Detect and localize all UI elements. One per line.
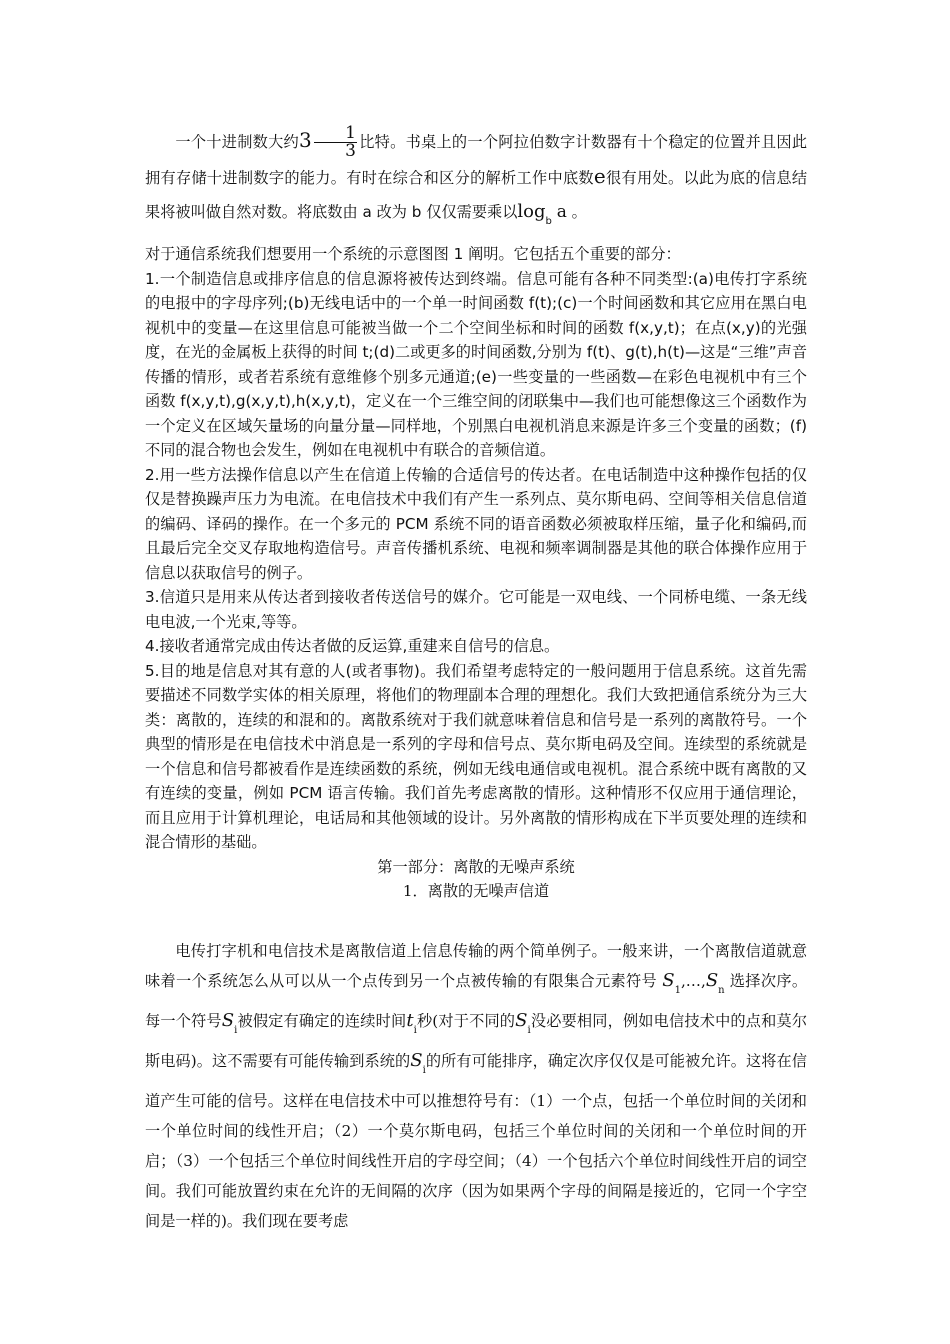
paragraph-bits bbox=[145, 124, 807, 238]
list-item-3: 3.信道只是用来从传达者到接收者传送信号的媒介。它可能是一双电线、一个同桥电缆、一条无线电电波,一个光束,等等。 bbox=[145, 588, 807, 631]
symbol-si-3-subscript: i bbox=[422, 1065, 426, 1076]
para1-text-d: 。 bbox=[571, 203, 587, 221]
list-item-4: 4.接收者通常完成由传达者做的反运算,重建来自信号的信息。 bbox=[145, 637, 560, 655]
para6-text-f: 的所有可能排序，确定次序仅仅是可能被允许。这将在信道产生可能的信号。这样在电信技术中可以推想符号有：（1）一个点，包括一个单位时间的关闭和一个单位时间的线性开启；（2）一个莫尔斯电码，包括三个单位时间的关闭和一个单位时间的开启；（3）一个包括三个单位时间线性开启的字母空间；（4）一个包括六个单位时间线性开启的词空间。我们可能放置约束在允许的无间隔的次序（因为如果两个字母的间隔是接近的，它同一个字空间是一样的)。我们现在要考虑 bbox=[145, 1052, 807, 1230]
symbol-si: S bbox=[221, 1010, 235, 1031]
symbol-ti-subscript: i bbox=[413, 1025, 417, 1036]
symbol-sn-subscript: n bbox=[718, 985, 725, 996]
list-item-1: 1.一个制造信息或排序信息的信息源将被传达到终端。信息可能有各种不同类型:(a)电传打字系统的电报中的字母序列;(b)无线电话中的一个单一时间函数 f(t);(c)一个时间函数和其它应用在黑白电视机中的变量—在这里信息可能被当做一个二个空间坐标和时间的函数 f(x,y,t)；在点(x,y)的光强度，在光的金属板上获得的时间 t;(d)二或更多的时间函数,分别为 f(t)、g(t),h(t)—这是“三维”声音传播的情形，或者若系统有意维修个别多元通道;(e)一些变量的一些函数—在彩色电视机中有三个函数 f(x,y,t),g(x,y,t),h(x,y,t)，定义在一个三维空间的闭联集中—我们也可能想像这三个函数作为一个定义在区域矢量场的向量分量—同样地，个别黑白电视机消息来源是许多三个变量的函数；(f)不同的混合物也会发生，例如在电视机中有联合的音频信道。 bbox=[145, 269, 808, 459]
symbol-ellipsis: ,…, bbox=[680, 972, 706, 990]
subsection-heading: 1．离散的无噪声信道 bbox=[402, 882, 550, 900]
para6-text-a: 电传打字机和电信技术是离散信道上信息传输的两个简单例子。一般来讲，一个离散信道就意味着一个系统怎么从可以从一个点传到另一个点被传输的有限集合元素符号 bbox=[145, 942, 807, 990]
list-item-2: 2.用一些方法操作信息以产生在信道上传输的合适信号的传达者。在电话制造中这种操作包括的仅仅是替换躁声压力为电流。在电信技术中我们有产生一系列点、莫尔斯电码、空间等相关信息信道的编码、译码的操作。在一个多元的 PCM 系统不同的语音函数必须被取样压缩，量子化和编码,而且最后完全交叉存取地构造信号。声音传播机系统、电视和频率调制器是其他的联合体操作应用于信息以获取信号的例子。 bbox=[145, 465, 807, 582]
para6-text-c: 被假定有确定的连续时间 bbox=[237, 1012, 407, 1030]
main-body bbox=[145, 242, 807, 904]
symbol-s1-subscript: 1 bbox=[674, 985, 681, 996]
para1-text-a: 一个十进制数大约 bbox=[175, 133, 299, 151]
fraction-denominator: 3 bbox=[345, 141, 356, 161]
symbol-sn: S bbox=[705, 970, 719, 991]
fraction-numerator: 1 bbox=[314, 125, 357, 143]
symbol-si-2-subscript: i bbox=[527, 1025, 531, 1036]
intro-paragraph: 对于通信系统我们想要用一个系统的示意图图 1 阐明。它包括五个重要的部分： bbox=[145, 245, 681, 263]
symbol-si-subscript: i bbox=[234, 1025, 238, 1036]
symbol-si-2: S bbox=[515, 1010, 528, 1031]
para6-text-d: 秒(对于不同的 bbox=[416, 1012, 516, 1030]
paragraph-discrete-channel bbox=[145, 936, 807, 1236]
para1-text-b: 比特。书桌上的一个阿拉伯数字计数器有十个稳定的位置并且因此拥有存储十进制数字的能力。有时在综合和区分的解析工作中底数 bbox=[145, 133, 808, 187]
symbol-si-3: S bbox=[410, 1050, 423, 1071]
base-e-symbol: e bbox=[593, 164, 606, 188]
log-symbol: log bbox=[517, 201, 546, 222]
log-argument: a bbox=[556, 202, 567, 222]
para6-text-b: 选择次序。每一个符号 bbox=[145, 972, 808, 1030]
para6-text-e: 没必要相同，例如电信技术中的点和莫尔斯电码)。这不需要有可能传输到系统的 bbox=[145, 1012, 808, 1070]
mixed-number-whole: 3 bbox=[299, 128, 312, 152]
list-item-5: 5.目的地是信息对其有意的人(或者事物)。我们希望考虑特定的一般问题用于信息系统。这首先需要描述不同数学实体的相关原理，将他们的物理副本合理的理想化。我们大致把通信系统分为三大类：离散的，连续的和混和的。离散系统对于我们就意味着信息和信号是一系列的离散符号。一个典型的情形是在电信技术中消息是一系列的字母和信号点、莫尔斯电码及空间。连续型的系统就是一个信息和信号都被看作是连续函数的系统，例如无线电通信或电视机。混合系统中既有离散的又有连续的变量，例如 PCM 语言传输。我们首先考虑离散的情形。这种情形不仅应用于通信理论，而且应用于计算机理论，电话局和其他领域的设计。另外离散的情形构成在下半页要处理的连续和混合情形的基础。 bbox=[145, 661, 807, 851]
para1-text-c: 很有用处。以此为底的信息结果将被叫做自然对数。将底数由 a 改为 b 仅仅需要乘以 bbox=[145, 169, 808, 221]
section-heading: 第一部分：离散的无噪声系统 bbox=[377, 857, 575, 876]
symbol-ti: t bbox=[406, 1010, 414, 1031]
log-base: b bbox=[545, 216, 552, 227]
symbol-s1: S bbox=[662, 970, 675, 991]
fraction bbox=[314, 125, 357, 160]
